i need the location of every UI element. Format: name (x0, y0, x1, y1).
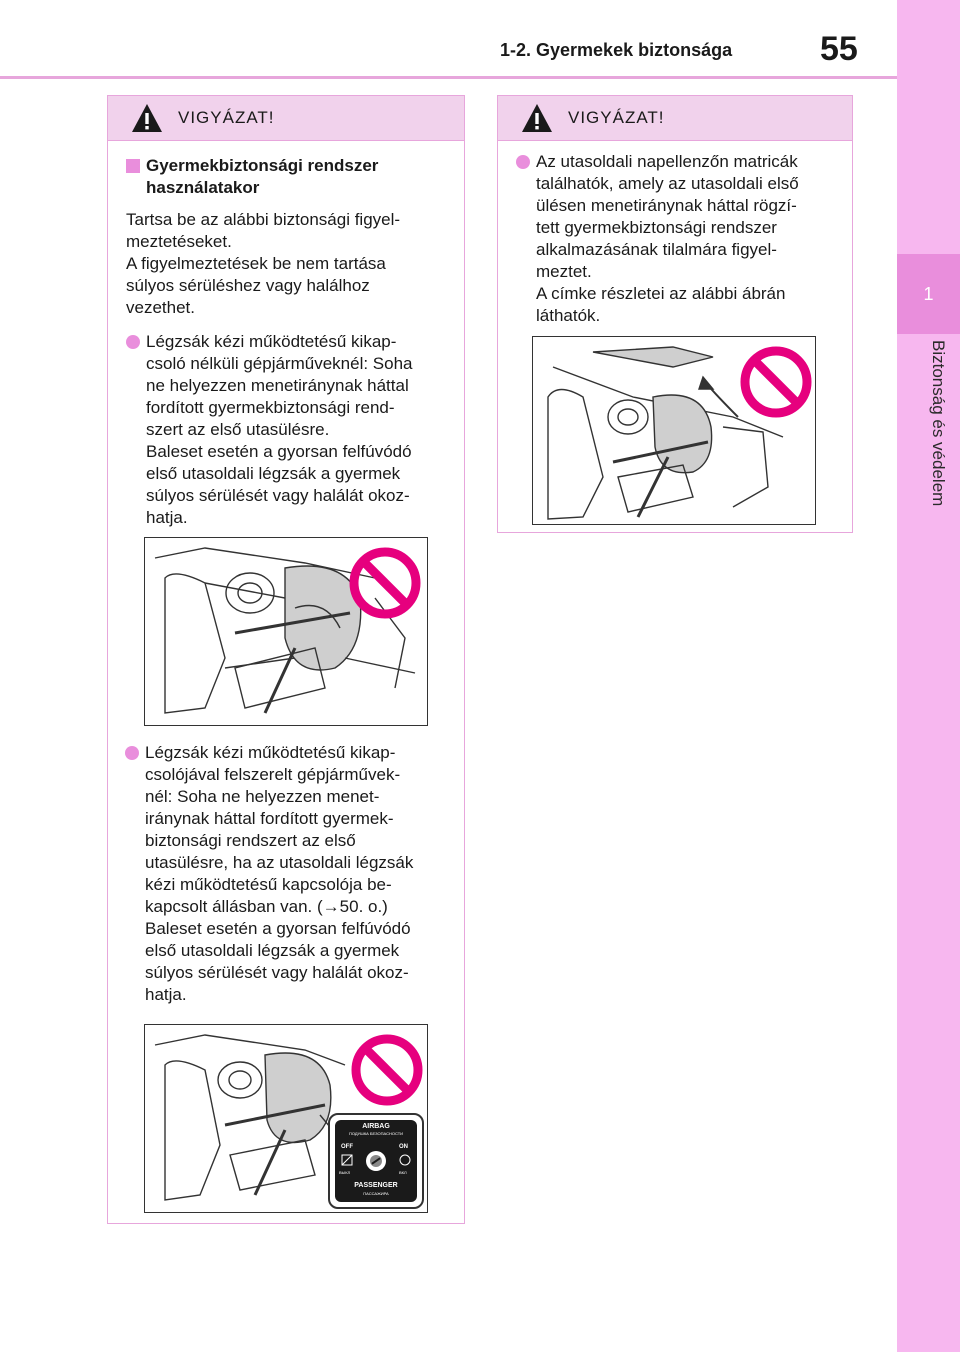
warning-title: VIGYÁZAT! (568, 108, 665, 127)
chapter-side-tab (897, 0, 960, 1352)
prohibition-icon (350, 1033, 424, 1107)
bullet-item: Az utasoldali napellenzőn matricák találhatók, amely az utasoldali első ülésen menetiránynak háttal rögzí- tett gyermekbiztonsági rendszer alkalmazásának tilalmára figyel- meztet. A címke részletei az alábbi ábrán láthatók. (516, 151, 838, 327)
airbag-off-icon (341, 1154, 353, 1166)
warning-triangle-icon (130, 102, 164, 134)
switch-on-label-ru: ВКЛ (399, 1170, 407, 1175)
chapter-label: Biztonság és védelem (929, 340, 948, 507)
round-bullet-icon (126, 335, 140, 349)
bullet-item: Légzsák kézi működtetésű kikap- csoló nélküli gépjárműveknél: Soha ne helyezzen menetiránynak háttal fordított gyermekbiztonsági rend- szert az első utasülésre. Baleset esetén a gyorsan felfúvódó első utasoldali légzsák a gyermek súlyos sérülését vagy halálát okoz- hatja. (126, 331, 450, 529)
square-bullet-icon (126, 159, 140, 173)
chapter-number-box (897, 254, 960, 334)
switch-label-top: AIRBAG (362, 1123, 390, 1130)
bullet-item: Légzsák kézi működtetésű kikap- csolójával felszerelt gépjárművek- nél: Soha ne helyezzen menet- iránynak háttal fordított gyermek- biztonsági rendszert az első utasülésre, ha az utasoldali légzsák kézi működtetésű kapcsolója be- kapcsolt állásban van. (→50. o.) Baleset esetén a gyorsan felfúvódó első utasoldali légzsák a gyermek súlyos sérülését vagy halálát okoz- hatja. (125, 742, 455, 1006)
header-rule (0, 76, 897, 79)
switch-off-label: OFF (341, 1144, 353, 1150)
warning-header (498, 96, 852, 141)
section-title: 1-2. Gyermekek biztonsága (500, 40, 733, 60)
warning-header (108, 96, 464, 141)
key-switch-icon (365, 1150, 387, 1172)
airbag-on-icon (399, 1154, 411, 1166)
round-bullet-icon (516, 155, 530, 169)
illustration-rear-facing-seat-1 (144, 537, 428, 726)
prohibition-icon (348, 546, 422, 620)
illustration-sun-visor-label (532, 336, 816, 525)
prohibition-icon (739, 345, 813, 419)
warning-triangle-icon (520, 102, 554, 134)
left-warning-bullet-2 (125, 730, 455, 1006)
illustration-rear-facing-seat-2 (144, 1024, 428, 1213)
round-bullet-icon (125, 746, 139, 760)
switch-on-label: ON (399, 1144, 408, 1150)
airbag-switch-label (328, 1113, 424, 1209)
switch-label-bottom: PASSENGER (354, 1182, 398, 1189)
switch-label-bottom-ru: ПАССАЖИРА (363, 1191, 389, 1196)
section-heading: Gyermekbiztonsági rendszer használatakor (126, 155, 450, 199)
airbag-switch-panel (335, 1120, 417, 1202)
intro-text: Tartsa be az alábbi biztonsági figyel- meztetéseket. A figyelmeztetések be nem tartása súlyos sérüléshez vagy halálhoz vezethet. (126, 210, 401, 317)
chapter-number: 1 (923, 284, 934, 304)
switch-label-top-ru: ПОДУШКА БЕЗОПАСНОСТИ (348, 1131, 404, 1136)
page-number: 55 (820, 30, 858, 68)
warning-title: VIGYÁZAT! (178, 108, 275, 127)
switch-off-label-ru: ВЫКЛ (339, 1170, 351, 1175)
